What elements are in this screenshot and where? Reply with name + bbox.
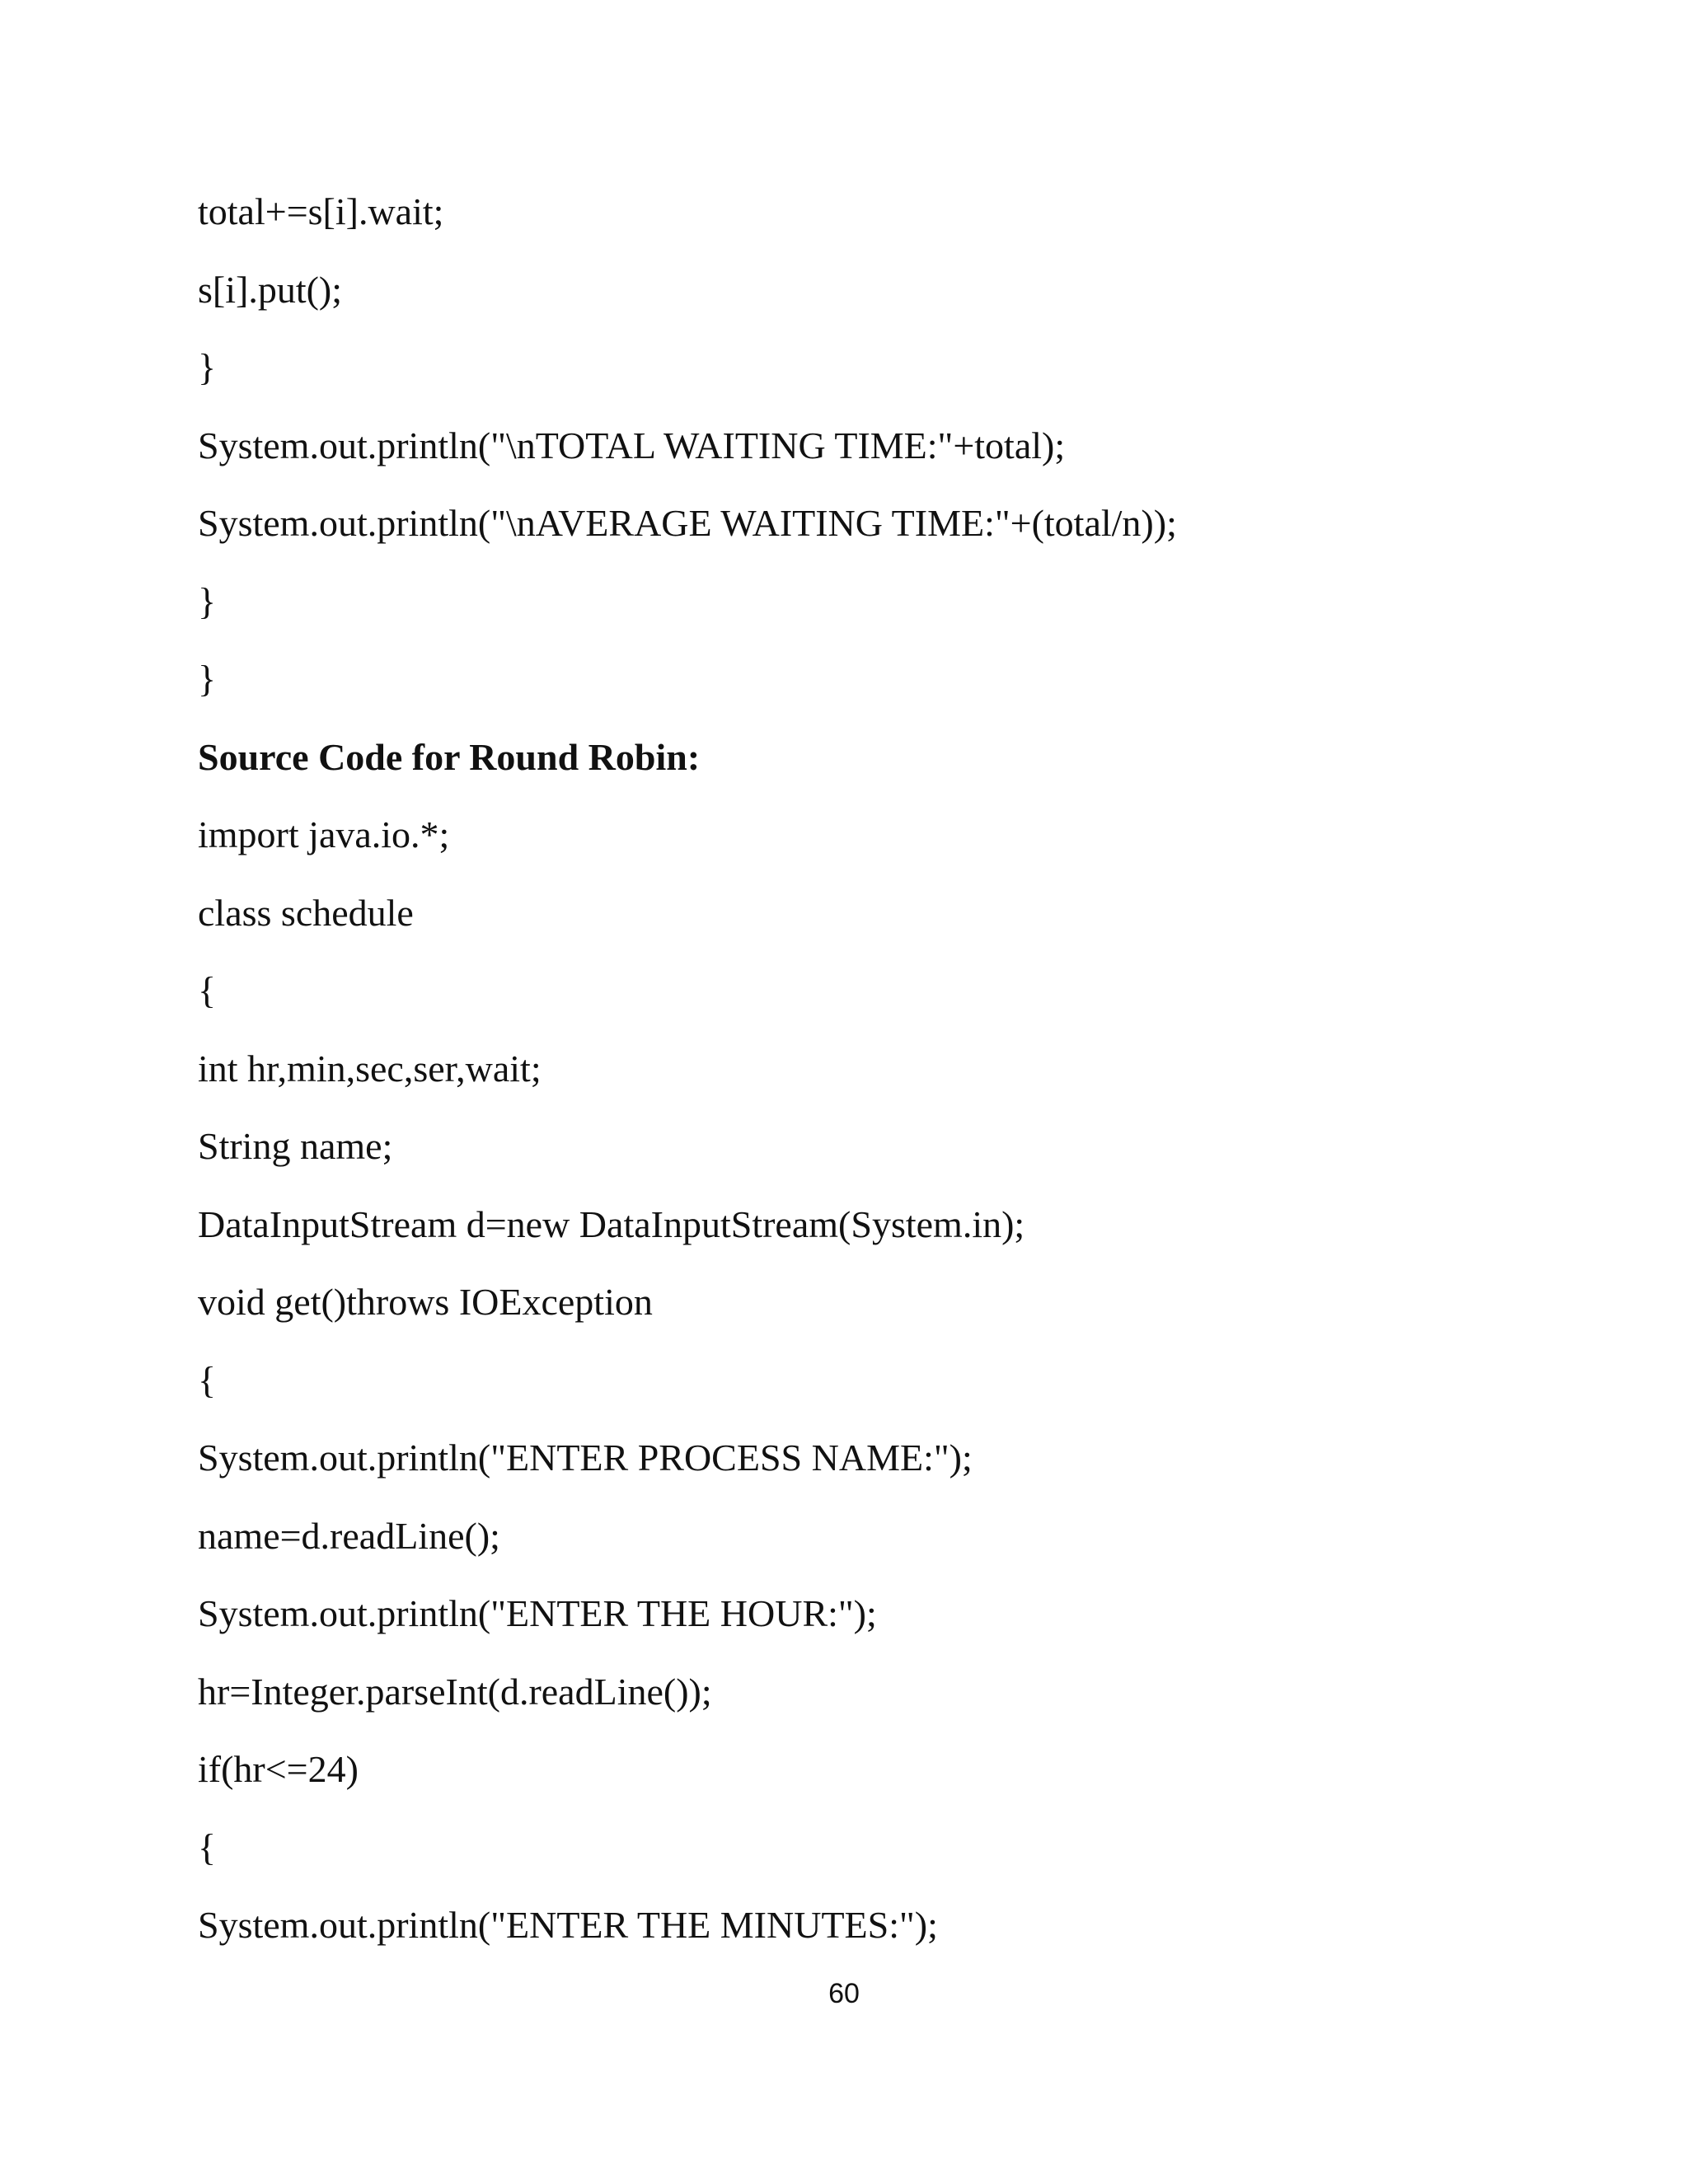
code-line: total+=s[i].wait; (198, 190, 444, 232)
code-line: s[i].put(); (198, 268, 343, 311)
code-line: System.out.println("\nTOTAL WAITING TIME:"+total); (198, 424, 1066, 466)
code-line: System.out.println("ENTER PROCESS NAME:"); (198, 1436, 973, 1479)
code-line: } (198, 579, 217, 622)
code-line: { (198, 1825, 217, 1868)
code-line: } (198, 658, 217, 700)
code-line: class schedule (198, 891, 414, 934)
code-line: } (198, 346, 217, 388)
code-line: DataInputStream d=new DataInputStream(System.in); (198, 1202, 1025, 1245)
code-line: { (198, 969, 217, 1011)
code-line: { (198, 1358, 217, 1401)
code-listing (198, 173, 1517, 1965)
code-line: String name; (198, 1125, 393, 1167)
code-line: hr=Integer.parseInt(d.readLine()); (198, 1670, 712, 1713)
code-line: import java.io.*; (198, 813, 450, 855)
page-number: 60 (828, 1978, 860, 2009)
code-line: name=d.readLine(); (198, 1514, 500, 1557)
code-line: void get()throws IOException (198, 1281, 653, 1323)
code-line: System.out.println("\nAVERAGE WAITING TIME:"+(total/n)); (198, 502, 1177, 544)
code-line: System.out.println("ENTER THE HOUR:"); (198, 1592, 877, 1634)
code-line: int hr,min,sec,ser,wait; (198, 1047, 542, 1090)
code-line: if(hr<=24) (198, 1748, 359, 1790)
section-heading: Source Code for Round Robin: (198, 735, 701, 778)
code-line: System.out.println("ENTER THE MINUTES:"); (198, 1904, 938, 1946)
